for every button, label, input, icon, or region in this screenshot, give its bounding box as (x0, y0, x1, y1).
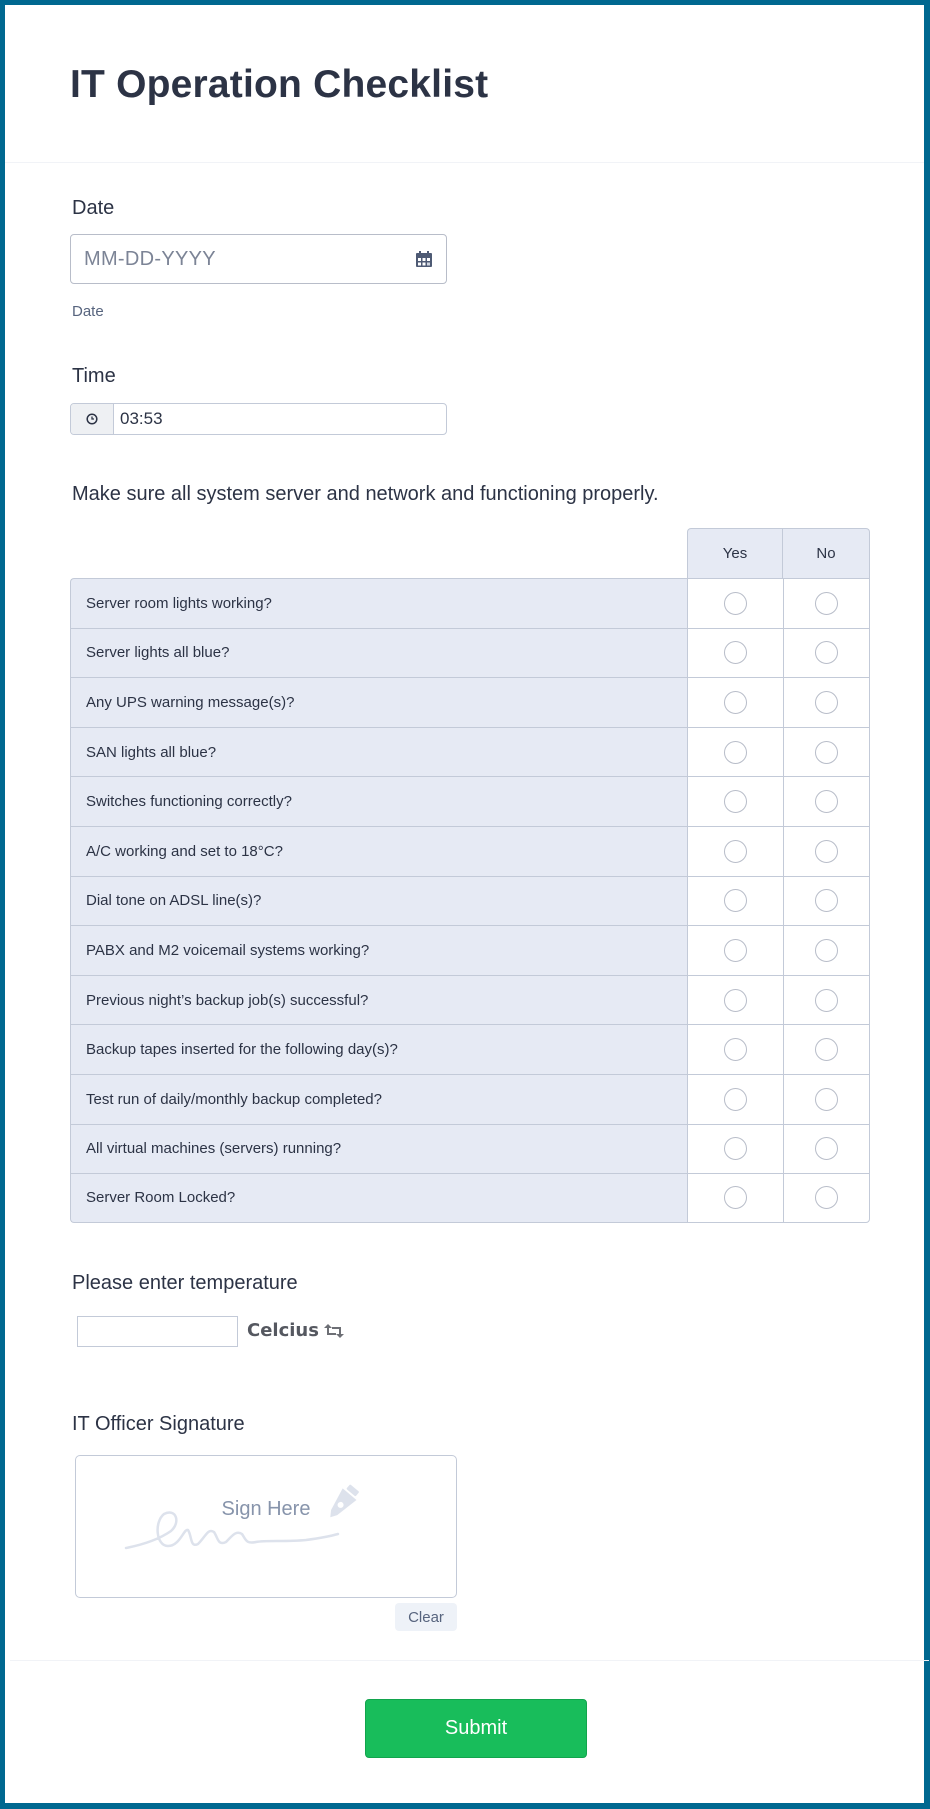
no-cell[interactable] (783, 628, 870, 678)
time-addon (71, 404, 114, 434)
matrix-row (70, 578, 874, 628)
no-cell[interactable] (783, 727, 870, 777)
yes-cell[interactable] (687, 975, 783, 1025)
matrix-row (70, 826, 874, 876)
matrix-row-label: Switches functioning correctly? (70, 776, 687, 826)
yes-cell[interactable] (687, 1074, 783, 1124)
no-cell[interactable] (783, 776, 870, 826)
yes-radio[interactable] (724, 1137, 747, 1160)
yes-cell[interactable] (687, 727, 783, 777)
yes-radio[interactable] (724, 592, 747, 615)
calendar-icon[interactable] (415, 250, 433, 268)
yes-radio[interactable] (724, 691, 747, 714)
matrix-row-label: Server room lights working? (70, 578, 687, 628)
matrix-row-label: Previous night’s backup job(s) successful? (70, 975, 687, 1025)
date-sublabel: Date (72, 303, 104, 320)
date-label: Date (72, 197, 115, 219)
matrix-row-label: PABX and M2 voicemail systems working? (70, 925, 687, 975)
matrix-row-label: A/C working and set to 18°C? (70, 826, 687, 876)
no-radio[interactable] (815, 939, 838, 962)
no-cell[interactable] (783, 1173, 870, 1223)
matrix-row (70, 1024, 874, 1074)
yes-radio[interactable] (724, 741, 747, 764)
footer-divider (10, 1660, 929, 1661)
no-radio[interactable] (815, 1088, 838, 1111)
no-cell[interactable] (783, 677, 870, 727)
no-cell[interactable] (783, 826, 870, 876)
yes-cell[interactable] (687, 1024, 783, 1074)
yes-radio[interactable] (724, 939, 747, 962)
matrix-row (70, 776, 874, 826)
no-radio[interactable] (815, 1137, 838, 1160)
matrix-row (70, 1124, 874, 1174)
yes-cell[interactable] (687, 1124, 783, 1174)
temperature-label: Please enter temperature (72, 1272, 298, 1294)
yes-cell[interactable] (687, 925, 783, 975)
signature-pad[interactable] (75, 1455, 457, 1598)
sign-here-placeholder: Sign Here (221, 1498, 311, 1520)
no-radio[interactable] (815, 741, 838, 764)
date-field[interactable] (70, 234, 447, 284)
no-cell[interactable] (783, 925, 870, 975)
signature-illustration-icon (76, 1456, 458, 1599)
no-radio[interactable] (815, 889, 838, 912)
column-yes: Yes (687, 528, 783, 578)
matrix-row (70, 677, 874, 727)
matrix-question: Make sure all system server and network and functioning properly. (72, 483, 659, 505)
matrix-row-label: Test run of daily/monthly backup completed? (70, 1074, 687, 1124)
yes-radio[interactable] (724, 989, 747, 1012)
yes-radio[interactable] (724, 889, 747, 912)
matrix-row (70, 975, 874, 1025)
checklist-matrix (70, 528, 874, 1223)
yes-radio[interactable] (724, 641, 747, 664)
matrix-row (70, 925, 874, 975)
no-radio[interactable] (815, 790, 838, 813)
matrix-row-label: SAN lights all blue? (70, 727, 687, 777)
yes-cell[interactable] (687, 1173, 783, 1223)
no-radio[interactable] (815, 1038, 838, 1061)
yes-cell[interactable] (687, 876, 783, 926)
no-cell[interactable] (783, 578, 870, 628)
yes-cell[interactable] (687, 628, 783, 678)
yes-cell[interactable] (687, 776, 783, 826)
no-cell[interactable] (783, 1074, 870, 1124)
matrix-row (70, 1173, 874, 1223)
no-cell[interactable] (783, 975, 870, 1025)
clear-signature-button[interactable]: Clear (395, 1603, 457, 1631)
matrix-row (70, 876, 874, 926)
no-cell[interactable] (783, 876, 870, 926)
time-field[interactable] (70, 403, 447, 435)
no-radio[interactable] (815, 840, 838, 863)
swap-icon[interactable] (323, 1322, 345, 1340)
submit-button[interactable]: Submit (365, 1699, 587, 1758)
yes-cell[interactable] (687, 826, 783, 876)
date-placeholder: MM-DD-YYYY (84, 248, 216, 270)
no-radio[interactable] (815, 989, 838, 1012)
form-title: IT Operation Checklist (70, 63, 489, 106)
time-value[interactable]: 03:53 (120, 409, 163, 428)
clock-icon (86, 413, 98, 425)
no-radio[interactable] (815, 641, 838, 664)
matrix-header (687, 528, 874, 578)
matrix-row (70, 727, 874, 777)
yes-radio[interactable] (724, 840, 747, 863)
matrix-row-label: All virtual machines (servers) running? (70, 1124, 687, 1174)
matrix-rows (70, 578, 874, 1223)
form-header (5, 5, 924, 163)
yes-radio[interactable] (724, 1088, 747, 1111)
yes-radio[interactable] (724, 790, 747, 813)
no-radio[interactable] (815, 1186, 838, 1209)
time-label: Time (72, 365, 116, 387)
temperature-input[interactable] (77, 1316, 238, 1347)
column-no: No (783, 528, 870, 578)
yes-radio[interactable] (724, 1038, 747, 1061)
yes-cell[interactable] (687, 578, 783, 628)
matrix-row-label: Server lights all blue? (70, 628, 687, 678)
no-cell[interactable] (783, 1124, 870, 1174)
no-radio[interactable] (815, 592, 838, 615)
matrix-row-label: Any UPS warning message(s)? (70, 677, 687, 727)
matrix-row-label: Server Room Locked? (70, 1173, 687, 1223)
matrix-row-label: Dial tone on ADSL line(s)? (70, 876, 687, 926)
temperature-unit: Celcius (247, 1320, 319, 1341)
signature-label: IT Officer Signature (72, 1413, 245, 1435)
no-cell[interactable] (783, 1024, 870, 1074)
no-radio[interactable] (815, 691, 838, 714)
matrix-row-label: Backup tapes inserted for the following day(s)? (70, 1024, 687, 1074)
yes-cell[interactable] (687, 677, 783, 727)
matrix-row (70, 1074, 874, 1124)
matrix-row (70, 628, 874, 678)
yes-radio[interactable] (724, 1186, 747, 1209)
